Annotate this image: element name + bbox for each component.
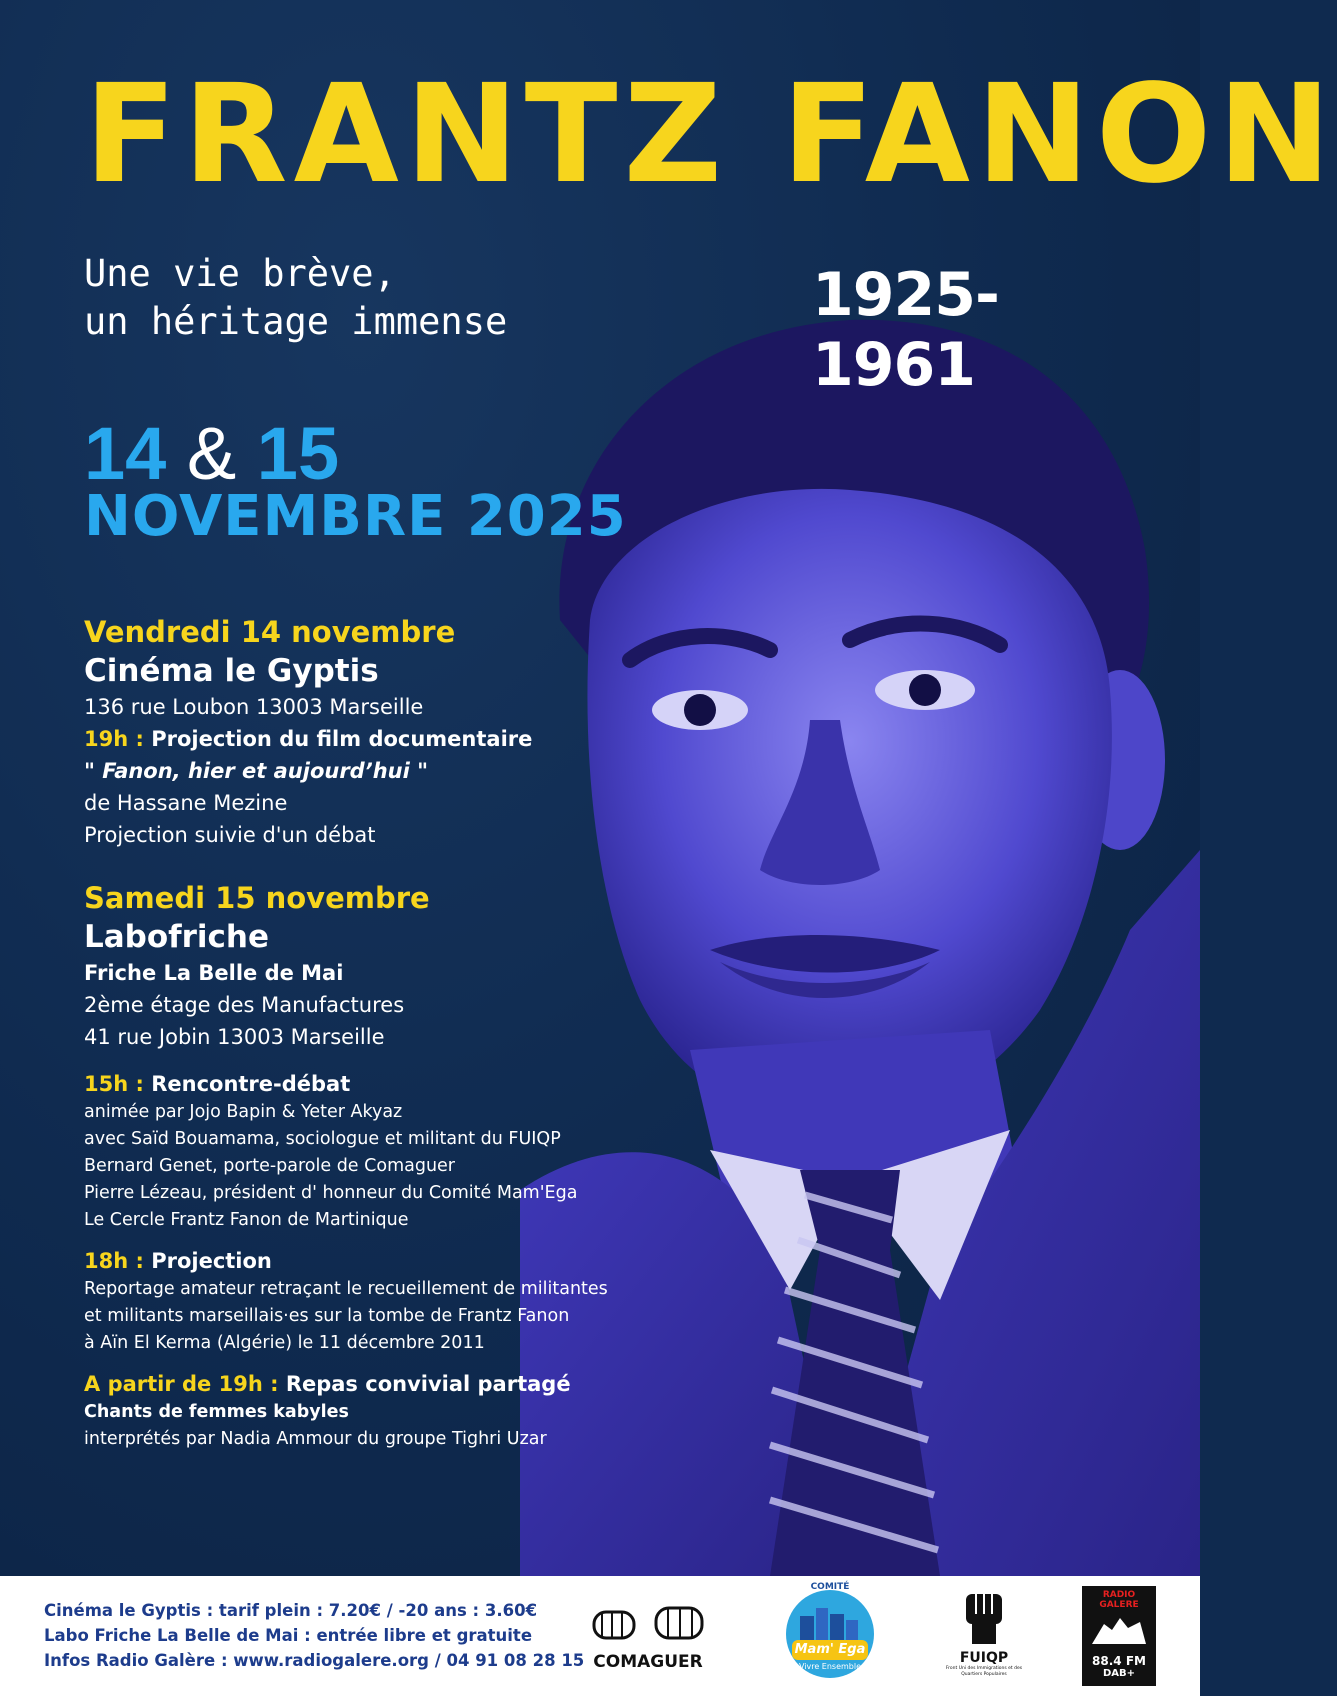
slot-line: Le Cercle Frantz Fanon de Martinique <box>84 1210 409 1230</box>
raised-fist-icon <box>944 1590 1024 1646</box>
slot-heading <box>84 1069 684 1099</box>
slot-title: Repas convivial partagé <box>285 1372 571 1396</box>
saturday-address: 41 rue Jobin 13003 Marseille <box>84 1025 385 1049</box>
mamega-logo <box>782 1582 878 1686</box>
friday-event-line <box>84 723 684 755</box>
slot-bold-line: Chants de femmes kabyles <box>84 1402 349 1422</box>
saturday-venue-sub: Friche La Belle de Mai <box>84 961 344 985</box>
spacer <box>84 851 684 879</box>
mamega-sub: Vivre Ensemble <box>798 1662 862 1671</box>
event-subtitle <box>84 250 684 346</box>
footer-info <box>44 1598 604 1673</box>
slot-time: 18h : <box>84 1249 144 1273</box>
slot-title: Projection <box>151 1249 272 1273</box>
fuiqp-logo <box>944 1590 1024 1686</box>
footer <box>0 1576 1200 1696</box>
saturday-date: Samedi 15 novembre <box>84 881 430 915</box>
footer-line: Cinéma le Gyptis : tarif plein : 7.20€ / -20 ans : 3.60€ <box>44 1601 538 1620</box>
comaguer-logo <box>588 1598 708 1678</box>
mamega-name: Mam' Ega <box>794 1642 866 1657</box>
event-title: FRANTZ FANON <box>84 56 1337 214</box>
slot-time: A partir de 19h : <box>84 1372 279 1396</box>
event-month-year: NOVEMBRE 2025 <box>84 484 627 549</box>
radio-dab: DAB+ <box>1102 1668 1136 1679</box>
day-number: 15 <box>256 412 340 495</box>
day-number: 14 <box>84 412 167 495</box>
comaguer-fists-icon <box>588 1598 708 1648</box>
slot-line: animée par Jojo Bapin & Yeter Akyaz <box>84 1102 403 1122</box>
slot-heading <box>84 1369 684 1399</box>
footer-line: Labo Friche La Belle de Mai : entrée libre et gratuite <box>44 1626 533 1645</box>
friday-venue: Cinéma le Gyptis <box>84 653 379 689</box>
slot-line: Bernard Genet, porte-parole de Comaguer <box>84 1156 455 1176</box>
radio-frequency: 88.4 FM <box>1092 1654 1146 1668</box>
comaguer-name: COMAGUER <box>593 1652 703 1672</box>
ampersand: & <box>186 412 237 495</box>
slot-line: à Aïn El Kerma (Algérie) le 11 décembre 2011 <box>84 1333 485 1353</box>
subtitle-line: un héritage immense <box>84 300 508 343</box>
fuiqp-name: FUIQP <box>959 1650 1009 1666</box>
friday-note: Projection suivie d'un débat <box>84 823 376 847</box>
friday-event: Projection du film documentaire <box>151 727 533 751</box>
program <box>84 613 684 1453</box>
friday-date: Vendredi 14 novembre <box>84 615 456 649</box>
slot-line: interprétés par Nadia Ammour du groupe Tighri Uzar <box>84 1429 547 1449</box>
radio-galere-logo <box>1082 1586 1156 1686</box>
slot-line: et militants marseillais·es sur la tombe de Frantz Fanon <box>84 1306 570 1326</box>
radio-name: RADIO GALERE <box>1099 1590 1139 1610</box>
mamega-arc: COMITÉ <box>810 1582 850 1592</box>
slot-heading <box>84 1246 684 1276</box>
slot-time: 15h : <box>84 1072 144 1096</box>
subtitle-line: Une vie brève, <box>84 252 396 295</box>
friday-address: 136 rue Loubon 13003 Marseille <box>84 695 424 719</box>
saturday-address: 2ème étage des Manufactures <box>84 993 405 1017</box>
wolf-icon <box>1082 1610 1156 1650</box>
slot-line: Pierre Lézeau, président d' honneur du Comité Mam'Ega <box>84 1183 578 1203</box>
friday-time: 19h : <box>84 727 144 751</box>
friday-film-title: " Fanon, hier et aujourd’hui " <box>84 759 429 783</box>
life-years: 1925-1961 <box>812 260 999 400</box>
slot-line: avec Saïd Bouamama, sociologue et militant du FUIQP <box>84 1129 561 1149</box>
slot-title: Rencontre-débat <box>151 1072 351 1096</box>
friday-director: de Hassane Mezine <box>84 791 288 815</box>
fuiqp-sub: Front Uni des Immigrations et des Quartiers Populaires <box>945 1666 1023 1677</box>
slot-line: Reportage amateur retraçant le recueillement de militantes <box>84 1279 608 1299</box>
saturday-venue: Labofriche <box>84 919 270 955</box>
footer-line: Infos Radio Galère : www.radiogalere.org / 04 91 08 28 15 <box>44 1651 585 1670</box>
